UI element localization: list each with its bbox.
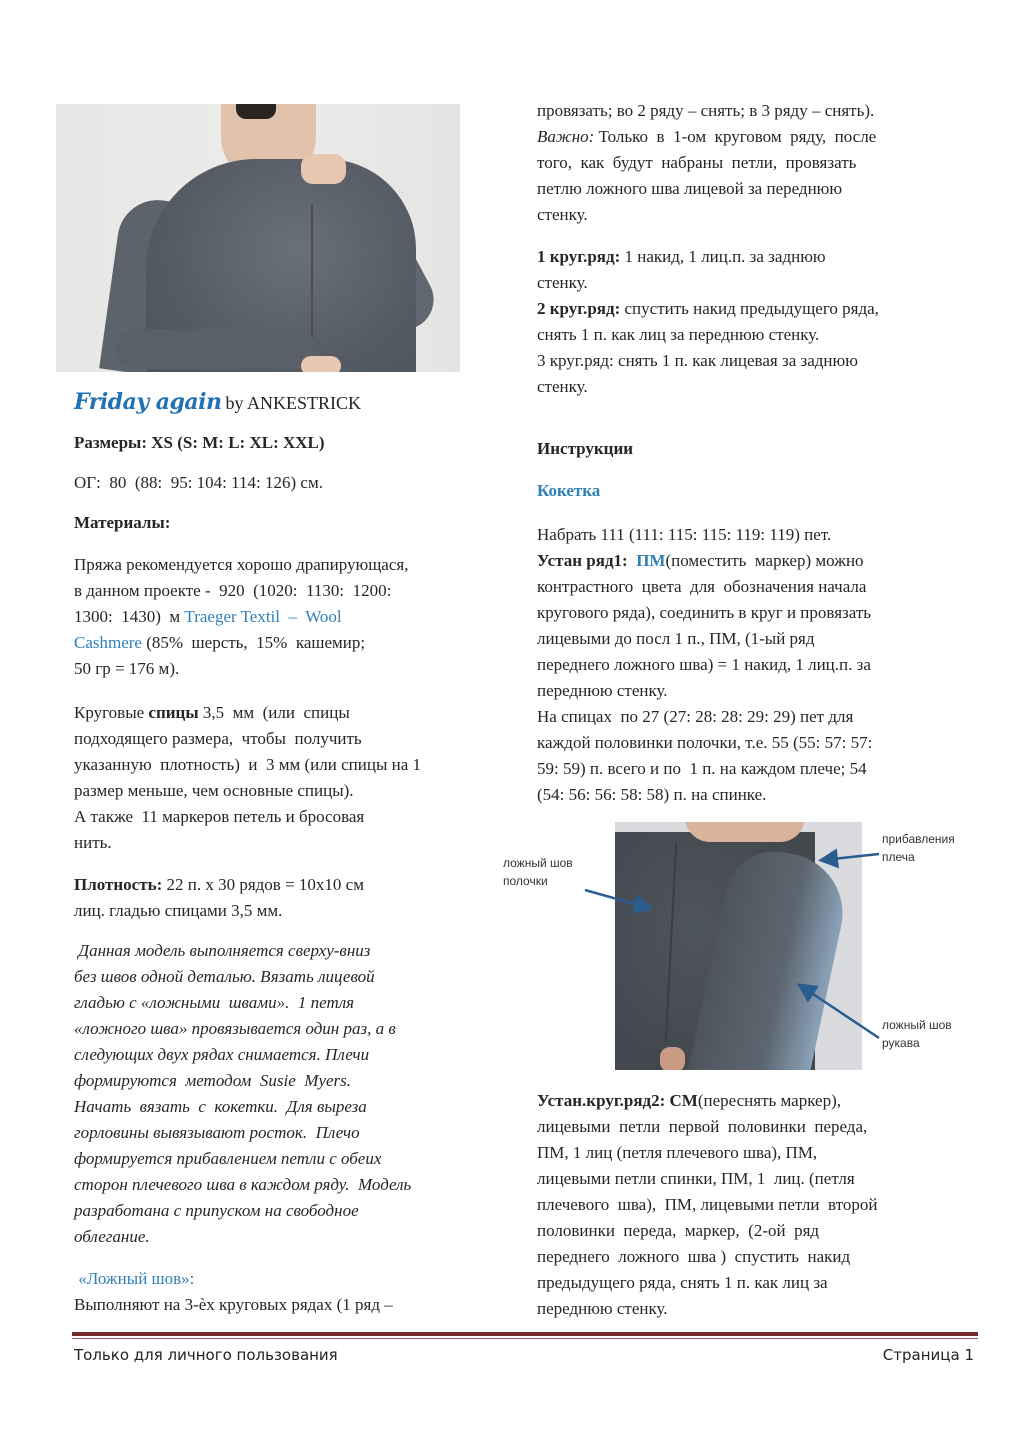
materials-block <box>74 510 519 536</box>
left-column <box>74 104 519 1318</box>
description-line: без швов одной деталью. Вязать лицевой <box>74 967 375 986</box>
false-seam-intro-block <box>74 1266 519 1318</box>
false-seam-heading: «Ложный шов»: <box>74 1269 195 1288</box>
false-seam-intro: Выполняют на 3-ѐх круговых рядах (1 ряд – <box>74 1295 393 1314</box>
description-line: горловины вывязывают росток. Плечо <box>74 1123 360 1142</box>
description-line: следующих двух рядах снимается. Плечи <box>74 1045 370 1064</box>
yarn-link[interactable]: Traeger Textil – Wool <box>184 607 342 626</box>
pattern-title <box>74 386 519 418</box>
pattern-name: Friday again <box>74 389 222 415</box>
yarn-link-cont[interactable]: Cashmere <box>74 633 142 652</box>
arrow-sleeve-seam <box>801 986 879 1038</box>
bust-measurements: ОГ: 80 (88: 95: 104: 114: 126) см. <box>74 473 323 492</box>
right-column <box>503 98 977 1322</box>
gauge: Плотность: 22 п. х 30 рядов = 10х10 см лиц. гладью спицами 3,5 мм. <box>74 875 364 920</box>
arrow-shoulder <box>823 854 879 860</box>
description-line: Данная модель выполняется сверху-вниз <box>74 941 371 960</box>
sizes-block <box>74 430 519 496</box>
yoke-round2: Устан.круг.ряд2: СМ(переснять маркер), лицевыми петли первой половинки переда, ПМ, 1 лиц (петля плечевого шва), ПМ, лицевыми петли спинки, ПМ, 1 лиц. (петля плечевого шва), ПМ, лицевыми петли второй половинки переда, маркер, (2-ой ряд переднего ложного шва ) спустить накид предыдущего ряда, снять 1 п. как лиц за переднюю стенку. <box>537 1091 878 1318</box>
description-line: сторон плечевого шва в каждом ряду. Модель <box>74 1175 412 1194</box>
footer-rule-thin <box>72 1338 978 1339</box>
description-line: Начать вязать с кокетки. Для выреза <box>74 1097 367 1116</box>
yoke-setup: Набрать 111 (111: 115: 115: 119: 119) пет. Устан ряд1: ПМ(поместить маркер) можно контрастного цвета для обозначения начала кругового ряда), соединить в круг и провязать лицевыми до посл 1 п., ПМ, (1-ый ряд переднего ложного шва) = 1 накид, 1 лиц.п. за переднюю стенку. На спицах по 27 (27: 28: 28: 29: 29) пет для каждой половинки полочки, т.е. 55 (55: 57: 57: 59: 59) п. всего и по 1 п. на каждом плече; 54 (54: 56: 56: 58: 58) п. на спинке. <box>537 525 873 804</box>
description-line: разработана с припуском на свободное <box>74 1201 359 1220</box>
description-line: «ложного шва» провязывается один раз, а в <box>74 1019 396 1038</box>
description-line: формируются методом Susie Myers. <box>74 1071 352 1090</box>
description-line: облегание. <box>74 1227 150 1246</box>
materials-needles: Круговые спицы 3,5 мм (или спицы подходящего размера, чтобы получить указанную плотность) и 3 мм (или спицы на 1 размер меньше, чем основные спицы). А также 11 маркеров петель и бросовая нить. <box>74 703 422 852</box>
callout-front-seam: ложный шов полочки <box>503 856 573 888</box>
false-seam-rows: 1 круг.ряд: 1 накид, 1 лиц.п. за заднюю стенку. 2 круг.ряд: спустить накид предыдущего ряда, снять 1 п. как лиц за переднюю стенку. 3 круг.ряд: снять 1 п. как лицевая за заднюю стенку. <box>537 247 879 396</box>
materials-heading: Материалы: <box>74 513 171 532</box>
footer-notice: Только для личного пользования <box>74 1346 338 1364</box>
sizes-label: Размеры: XS (S: M: L: XL: XXL) <box>74 433 325 452</box>
callout-shoulder: прибавления плеча <box>882 832 955 864</box>
description-line: гладью с «ложными швами». 1 петля <box>74 993 355 1012</box>
instructions-heading: Инструкции <box>537 439 634 458</box>
description-line: формируется прибавлением петли с обеих <box>74 1149 382 1168</box>
footer-rule <box>72 1332 978 1336</box>
callout-arrows <box>537 816 977 1078</box>
materials-yarn: Пряжа рекомендуется хорошо драпирующася, в данном проекте - 920 (1020: 1130: 1200: 1300: 1430) м Traeger Textil – Wool Cashmere (85% шерсть, 15% кашемир; 50 гр = 176 м). <box>74 555 409 678</box>
false-seam-details: провязать; во 2 ряду – снять; в 3 ряду – снять). Важно: Только в 1-ом круговом ряду, после того, как будут набраны петли, провязать петлю ложного шва лицевой за переднюю стенку. <box>537 101 877 224</box>
description <box>74 938 519 1250</box>
arrow-front-seam <box>585 890 649 908</box>
sweater-photo <box>56 104 460 372</box>
callout-sleeve-seam: ложный шов рукава <box>882 1018 952 1050</box>
sweater-detail-figure <box>503 816 977 1078</box>
pattern-author: by ANKESTRICK <box>225 393 362 413</box>
page-number: Страница 1 <box>882 1346 974 1364</box>
instructions-block <box>537 436 977 504</box>
yoke-heading: Кокетка <box>537 481 601 500</box>
